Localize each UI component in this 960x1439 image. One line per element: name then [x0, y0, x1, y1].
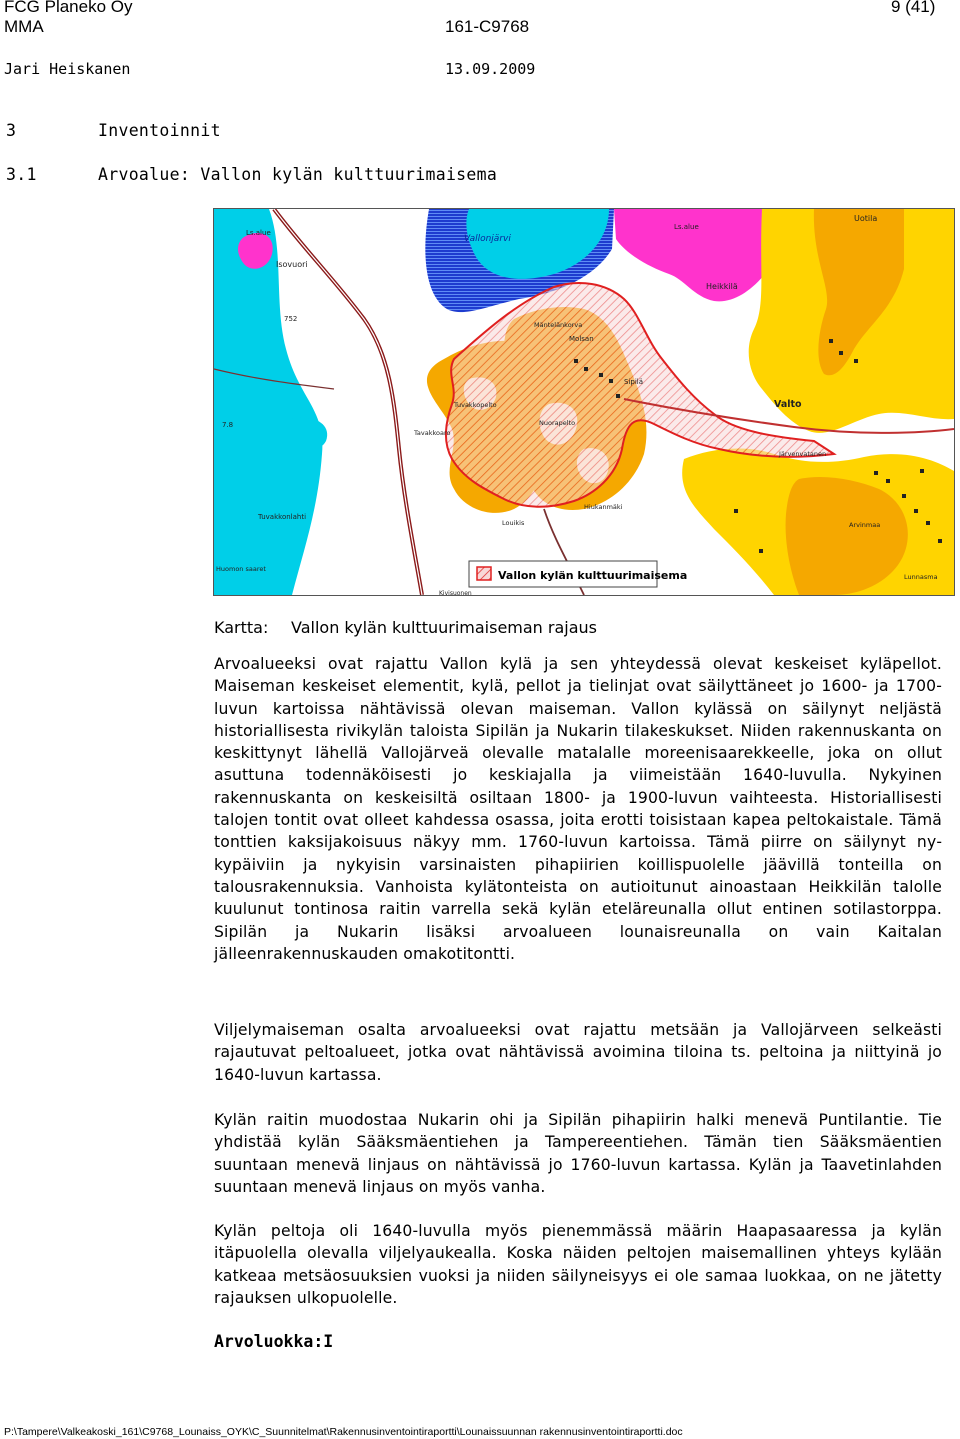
department: MMA — [4, 17, 44, 36]
heading-2-number: 3.1 — [6, 165, 37, 184]
label-uotila: Uotila — [854, 214, 878, 223]
label-louikis: Louikis — [502, 519, 525, 527]
paragraph-2: Viljelymaiseman osalta arvoalueeksi ovat rajattu metsään ja Vallojärveen selkeästi rajautuvat peltoalueet, jotka ovat nähtävissä avoimina tiloina ts. peltoina ja niittyinä jo 1640-luvun kartassa. — [214, 1021, 942, 1084]
label-nuorapelto: Nuorapelto — [539, 419, 576, 427]
label-tavakkoaro: Tavakkoaro — [414, 429, 451, 437]
date: 13.09.2009 — [445, 60, 536, 78]
label-ls-alue-top: Ls.alue — [674, 223, 699, 231]
map-caption — [214, 618, 597, 637]
caption-label: Kartta: — [214, 618, 269, 637]
heading-2 — [6, 165, 497, 184]
label-valto: Valto — [774, 399, 802, 410]
caption-text: Vallon kylän kulttuurimaiseman rajaus — [291, 618, 598, 637]
heading-1-text: Inventoinnit — [98, 121, 221, 140]
author: Jari Heiskanen — [4, 60, 131, 78]
label-vallonjarvi: Vallonjärvi — [464, 234, 511, 244]
label-hiukanmaki: Hiukanmäki — [584, 503, 623, 511]
paragraph-4: Kylän peltoja oli 1640-luvulla myös pienemmässä määrin Haapasaaressa ja kylän itäpuolella olevalla viljelyaukealla. Koska näiden peltojen maisemallinen yhteys kylään katkeaa metsäosuuksien vuoksi ja niiden säilyneisyys ei ole samaa luokkaa, on ne jätetty rajauksen ulkopuolelle. — [214, 1222, 942, 1307]
legend-label: Vallon kylän kulttuurimaisema — [498, 569, 688, 582]
label-tuvakkonlahti: Tuvakkonlahti — [258, 513, 307, 521]
paragraph-3: Kylän raitin muodostaa Nukarin ohi ja Sipilän pihapiirin halki menevä Puntilantie. Tie yhdistää kylän Sääksmäentiehen ja Tampereentiehen. Tämän tien Sääksmäentien suuntaan menevä linjaus on nähtävissä jo 1760-luvun kartassa. Kylän ja Taavetinlahden suuntaan menevä linjaus on myös vanha. — [214, 1111, 942, 1196]
label-lunnasma: Lunnasma — [904, 573, 938, 581]
heading-1 — [6, 121, 221, 140]
label-ls-alue-left: Ls.alue — [246, 229, 271, 237]
heading-2-text: Arvoalue: Vallon kylän kulttuurimaisema — [98, 165, 498, 184]
label-road-752: 752 — [284, 315, 298, 323]
label-huomon-saaret: Huomon saaret — [216, 565, 266, 573]
heading-1-number: 3 — [6, 121, 17, 140]
label-sipila: Sipilä — [624, 378, 644, 386]
footer-file-path: P:\Tampere\Valkeakoski_161\C9768_Lounaiss_OYK\C_Suunnitelmat\Rakennusinventointiraportti\Lounaissuunnan rakennusinventointiraportti.doc — [4, 1426, 683, 1438]
page-number: 9 (41) — [891, 0, 936, 16]
paragraph-1: Arvoalueeksi ovat rajattu Vallon kylä ja sen yhteydessä olevat keskeiset kyläpellot. Maiseman keskeiset elementit, kylä, pellot ja tielinjat ovat säilyttäneet jo 1600- ja 1700-luvun kartoissa nähtävissä olevan maiseman. Vallon kylässä on säilynyt neljästä historiallisesta rivikylän taloista Sipilän ja Nukarin tilakeskukset. Niiden rakennuskanta on keskittynyt lähellä Vallojärveä olevalle matalalle moreenisaarekkeelle, joka on ollut asuttuna todennäköisesti jo keskiajalla ja viimeistään 1640-luvulla. Nykyinen rakennuskanta on keskeisiltä osiltaan 1800- ja 1900-luvun vaihteesta. Historiallisesti talojen tontit ovat olleet kahdessa osassa, joita erotti toisistaan kapea peltokaistale. Tämä tonttien kaksijakoisuus näkyy mm. 1760-luvun kartoissa. Tämä piirre on säilynyt nykypäiviin ja nykyisin varsinaisten pihapiirien koillispuolelle jäävillä tonteilla on talousrakennuksia. Vanhoista kylätonteista on autioitunut ainoastaan Heikkilän talolle kuulunut tontinosa raitin varrella sekä kylän eteläreunalla ollut entinen sotilastorppa. Sipilän ja Nukarin lisäksi arvoalueen lounaisreunalla on vain Kaitalan jälleenrakennuskauden omakotitontti. — [214, 655, 942, 963]
label-jarvenvatanen: Järvenvatanen — [779, 450, 827, 458]
label-tuvakkopelto: Tuvakkopelto — [454, 401, 497, 409]
project-number: 161-C9768 — [445, 17, 530, 36]
label-molsan: Molsan — [569, 335, 594, 343]
label-isovuori: Isovuori — [276, 260, 308, 269]
arvoluokka: Arvoluokka:I — [214, 1332, 334, 1351]
label-kivisuonen: Kivisuonen — [439, 590, 472, 595]
company-name: FCG Planeko Oy — [4, 0, 133, 16]
label-road-78: 7.8 — [222, 421, 234, 429]
map-figure — [213, 208, 955, 596]
label-arvinmaa: Arvinmaa — [849, 521, 881, 529]
label-heikkila: Heikkilä — [706, 282, 738, 291]
label-mantelankorva: Mäntelänkorva — [534, 321, 583, 329]
map-legend — [469, 561, 687, 587]
legend-swatch — [477, 567, 491, 580]
